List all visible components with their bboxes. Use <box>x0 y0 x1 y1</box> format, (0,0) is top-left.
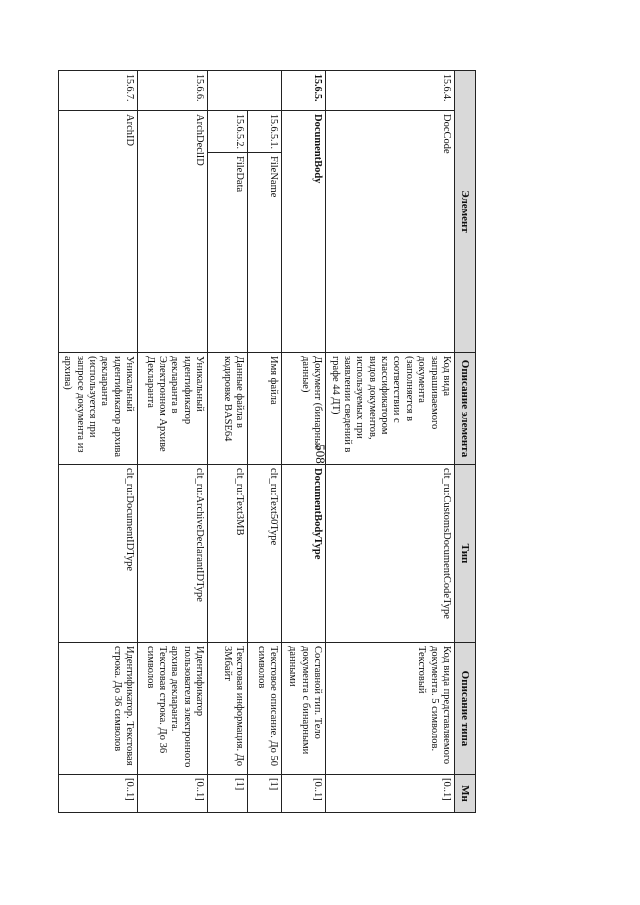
row-type: clt_ru:ArchiveDeclarantIDType <box>138 465 208 643</box>
row-element-desc: Документ (бинарные данные) <box>282 353 326 465</box>
rotated-table-container <box>62 70 476 812</box>
row-indent <box>208 71 248 111</box>
row-type-desc: Код вида представляемого документа. 5 символов. Текстовый <box>326 643 455 775</box>
row-type-desc: Составной тип. Тело документа с бинарными данными <box>282 643 326 775</box>
row-type: clt_ru:DocumentIDType <box>59 465 138 643</box>
row-type: clt_ru:Text3MB <box>208 465 248 643</box>
row-type: clt_ru:Text50Type <box>248 465 282 643</box>
header-mn: Мн <box>455 775 476 813</box>
table-row <box>138 71 208 813</box>
row-mn: [0..1] <box>59 775 138 813</box>
row-type-desc: Текстовое описание. До 50 символов <box>248 643 282 775</box>
row-indent <box>248 71 282 111</box>
row-element-name: DocumentBody <box>282 111 326 353</box>
row-sub-number: 15.6.5.2. <box>208 111 248 153</box>
header-element-desc: Описание элемента <box>455 353 476 465</box>
row-type-desc: Идентификатор. Текстовая строка. До 36 символов <box>59 643 138 775</box>
row-element-name: ArchID <box>59 111 138 353</box>
table-row <box>208 71 248 813</box>
row-number: 15.6.6. <box>138 71 208 111</box>
row-sub-number: 15.6.5.1. <box>248 111 282 153</box>
table-header-row <box>455 71 476 813</box>
row-type-desc: Идентификатор пользователя электронного архива декларанта. Текстовая строка. До 36 символов <box>138 643 208 775</box>
row-type: clt_ru:CustomsDocumentCodeType <box>326 465 455 643</box>
table-row <box>248 71 282 813</box>
header-element: Элемент <box>455 71 476 353</box>
row-element-desc: Имя файла <box>248 353 282 465</box>
row-element-name: ArchDeclID <box>138 111 208 353</box>
table-row <box>282 71 326 813</box>
row-mn: [1] <box>248 775 282 813</box>
header-type-desc: Описание типа <box>455 643 476 775</box>
row-number: 15.6.5. <box>282 71 326 111</box>
table-row <box>326 71 455 813</box>
row-number: 15.6.7. <box>59 71 138 111</box>
spec-table <box>58 70 476 813</box>
page-number: 508 <box>313 444 328 464</box>
row-element-name: FileName <box>248 153 282 353</box>
row-type-desc: Текстовая информация. До 3Мбайт <box>208 643 248 775</box>
row-mn: [0..1] <box>282 775 326 813</box>
row-number: 15.6.4. <box>326 71 455 111</box>
row-mn: [1] <box>208 775 248 813</box>
row-element-desc: Данные файла в кодировке BASE64 <box>208 353 248 465</box>
row-element-desc: Код вида запрашиваемого документа (заполняется в соответствии с классификатором видов документов, используемых при заявлении сведений в графе 44 ДТ) <box>326 353 455 465</box>
row-element-name: FileData <box>208 153 248 353</box>
row-type: DocumentBodyType <box>282 465 326 643</box>
row-mn: [0..1] <box>138 775 208 813</box>
row-element-desc: Уникальный идентификатор декларанта в Электронном Архиве Декларанта <box>138 353 208 465</box>
row-mn: [0..1] <box>326 775 455 813</box>
row-element-name: DocCode <box>326 111 455 353</box>
table-row <box>59 71 138 813</box>
row-element-desc: Уникальный идентификатор архива декларанта (используется при запросе документа из архива) <box>59 353 138 465</box>
header-type: Тип <box>455 465 476 643</box>
